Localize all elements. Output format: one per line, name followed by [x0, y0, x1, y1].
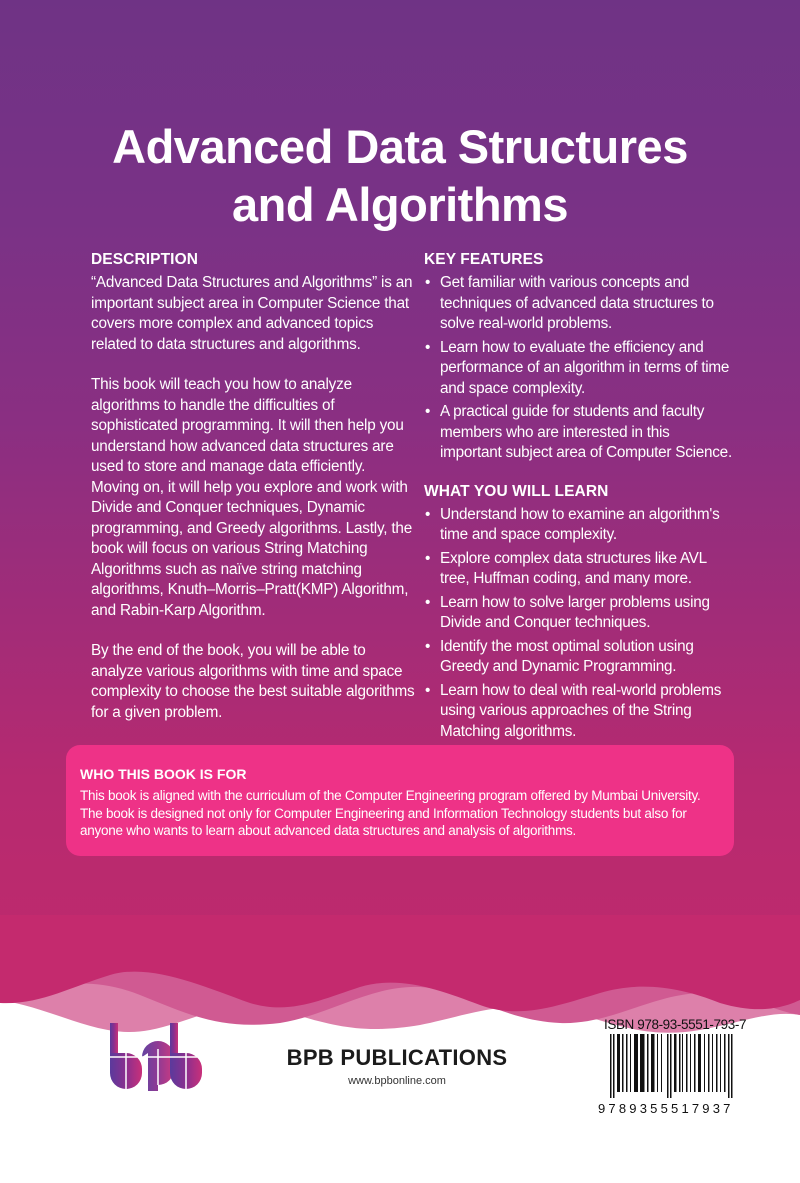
list-item: • Get familiar with various concepts and techniques of advanced data structures to solve real-world problems.: [424, 273, 734, 335]
who-this-book-is-for-heading: WHO THIS BOOK IS FOR: [80, 766, 247, 782]
book-title: [0, 118, 800, 234]
list-item: • Explore complex data structures like AVL tree, Huffman coding, and many more.: [424, 549, 734, 590]
list-item: • Understand how to examine an algorithm's time and space complexity.: [424, 505, 734, 546]
what-you-will-learn-list: [424, 505, 734, 743]
title-line-1: Advanced Data Structures: [112, 120, 688, 173]
left-column: [91, 250, 416, 743]
right-column: [424, 250, 734, 760]
who-this-book-is-for-text: This book is aligned with the curriculum of the Computer Engineering program offered by Mumbai University. The book is designed not only for Computer Engineering and Information Technology students but also for anyone who wants to learn about advanced data structures and analysis of algorithms.: [80, 788, 701, 838]
barcode-icon: [610, 1034, 735, 1098]
list-item: • Learn how to evaluate the efficiency and performance of an algorithm in terms of time and space complexity.: [424, 338, 734, 400]
list-item: • A practical guide for students and faculty members who are interested in this important subject area of Computer Science.: [424, 402, 734, 464]
description-paragraph: By the end of the book, you will be able to analyze various algorithms with time and space complexity to choose the best suitable algorithms for a given problem.: [91, 642, 415, 721]
description-heading: DESCRIPTION: [91, 251, 199, 268]
who-this-book-is-for-box: [66, 745, 734, 856]
key-features-list: [424, 273, 734, 464]
list-item: • Learn how to solve larger problems using Divide and Conquer techniques.: [424, 593, 734, 634]
publisher-url: www.bpbonline.com: [348, 1075, 446, 1087]
list-item: • Learn how to deal with real-world problems using various approaches of the String Matching algorithms.: [424, 681, 734, 743]
list-item: • Identify the most optimal solution using Greedy and Dynamic Programming.: [424, 637, 734, 678]
description-paragraph: “Advanced Data Structures and Algorithms” is an important subject area in Computer Science that covers more complex and advanced topics related to data structures and algorithms.: [91, 274, 413, 353]
isbn-label: ISBN 978-93-5551-793-7: [604, 1017, 747, 1032]
key-features-heading: KEY FEATURES: [424, 251, 544, 268]
barcode-digits: 9789355517937: [598, 1101, 734, 1116]
what-you-will-learn-heading: WHAT YOU WILL LEARN: [424, 482, 609, 500]
description-paragraph: This book will teach you how to analyze algorithms to handle the difficulties of sophisticated programming. It will then help you understand how advanced data structures are used to store and manage data efficiently. Moving on, it will help you explore and work with Divide and Conquer techniques, Dynamic programming, and Greedy algorithms. Lastly, the book will focus on various String Matching Algorithms such as naïve string matching algorithms, Knuth–Morris–Pratt(KMP) Algorithm, and Rabin-Karp Algorithm.: [91, 376, 413, 619]
publisher-name: BPB PUBLICATIONS: [286, 1045, 508, 1070]
bpb-logo-icon: [107, 1023, 203, 1091]
title-line-2: and Algorithms: [232, 178, 568, 231]
